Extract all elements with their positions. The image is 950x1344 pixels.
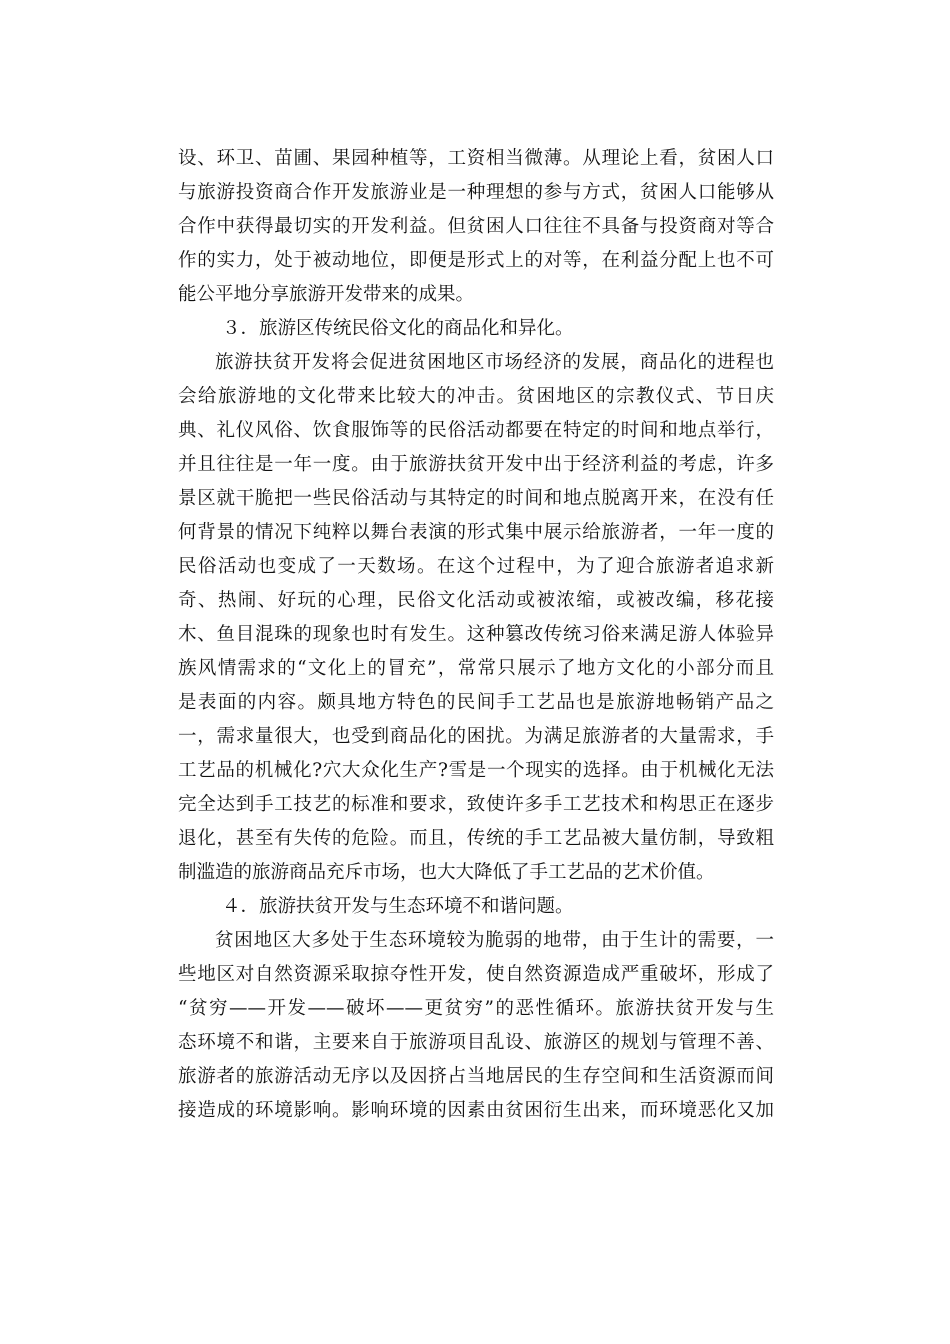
section-heading-4 xyxy=(178,890,774,924)
text-line: 制滥造的旅游商品充斥市场，也大大降低了手工艺品的艺术价值。 xyxy=(178,862,715,883)
text-line: 是表面的内容。颇具地方特色的民间手工艺品也是旅游地畅销产品之 xyxy=(178,692,774,713)
text-line: 接造成的环境影响。影响环境的因素由贫困衍生出来，而环境恶化又加 xyxy=(178,1100,774,1121)
text-line: 能公平地分享旅游开发带来的成果。 xyxy=(178,284,475,305)
text-line: 退化，甚至有失传的危险。而且，传统的手工艺品被大量仿制，导致粗 xyxy=(178,828,774,849)
text-line: 典、礼仪风俗、饮食服饰等的民俗活动都要在特定的时间和地点举行， xyxy=(178,420,774,441)
text-line: 合作中获得最切实的开发利益。但贫困人口往往不具备与投资商对等合 xyxy=(178,216,774,237)
text-line: 会给旅游地的文化带来比较大的冲击。贫困地区的宗教仪式、节日庆 xyxy=(178,386,774,407)
text-line: 奇、热闹、好玩的心理，民俗文化活动或被浓缩，或被改编，移花接 xyxy=(178,590,774,611)
text-line: 设、环卫、苗圃、果园种植等，工资相当微薄。从理论上看，贫困人口 xyxy=(178,148,774,169)
document-body xyxy=(178,142,774,1128)
text-line: 一，需求量很大，也受到商品化的困扰。为满足旅游者的大量需求，手 xyxy=(178,726,774,747)
text-line: 民俗活动也变成了一天数场。在这个过程中，为了迎合旅游者追求新 xyxy=(178,556,774,577)
heading-text: ３．旅游区传统民俗文化的商品化和异化。 xyxy=(222,318,574,339)
text-line: 态环境不和谐，主要来自于旅游项目乱设、旅游区的规划与管理不善、 xyxy=(178,1032,774,1053)
text-line: 并且往往是一年一度。由于旅游扶贫开发中出于经济利益的考虑，许多 xyxy=(178,454,774,475)
paragraph-commercialization xyxy=(178,346,774,890)
text-line: 何背景的情况下纯粹以舞台表演的形式集中展示给旅游者，一年一度的 xyxy=(178,522,774,543)
text-line: 旅游扶贫开发将会促进贫困地区市场经济的发展，商品化的进程也 xyxy=(215,352,774,373)
section-heading-3 xyxy=(178,312,774,346)
text-line: 景区就干脆把一些民俗活动与其特定的时间和地点脱离开来，在没有任 xyxy=(178,488,774,509)
text-line: 贫困地区大多处于生态环境较为脆弱的地带，由于生计的需要，一 xyxy=(215,930,774,951)
paragraph-ecology xyxy=(178,924,774,1128)
text-line: 完全达到手工技艺的标准和要求，致使许多手工艺技术和构思正在逐步 xyxy=(178,794,774,815)
text-line: 族风情需求的“文化上的冒充”，常常只展示了地方文化的小部分而且 xyxy=(178,658,774,679)
text-line: 些地区对自然资源采取掠夺性开发，使自然资源造成严重破坏，形成了 xyxy=(178,964,774,985)
text-line: 作的实力，处于被动地位，即便是形式上的对等，在利益分配上也不可 xyxy=(178,250,774,271)
text-line: 与旅游投资商合作开发旅游业是一种理想的参与方式，贫困人口能够从 xyxy=(178,182,774,203)
heading-text: ４．旅游扶贫开发与生态环境不和谐问题。 xyxy=(222,896,574,917)
text-line: 木、鱼目混珠的现象也时有发生。这种篡改传统习俗来满足游人体验异 xyxy=(178,624,774,645)
paragraph-continuation xyxy=(178,142,774,312)
text-line: 工艺品的机械化?穴大众化生产?雪是一个现实的选择。由于机械化无法 xyxy=(178,760,774,781)
text-line: “贫穷——开发——破坏——更贫穷”的恶性循环。旅游扶贫开发与生 xyxy=(178,998,774,1019)
text-line: 旅游者的旅游活动无序以及因挤占当地居民的生存空间和生活资源而间 xyxy=(178,1066,774,1087)
